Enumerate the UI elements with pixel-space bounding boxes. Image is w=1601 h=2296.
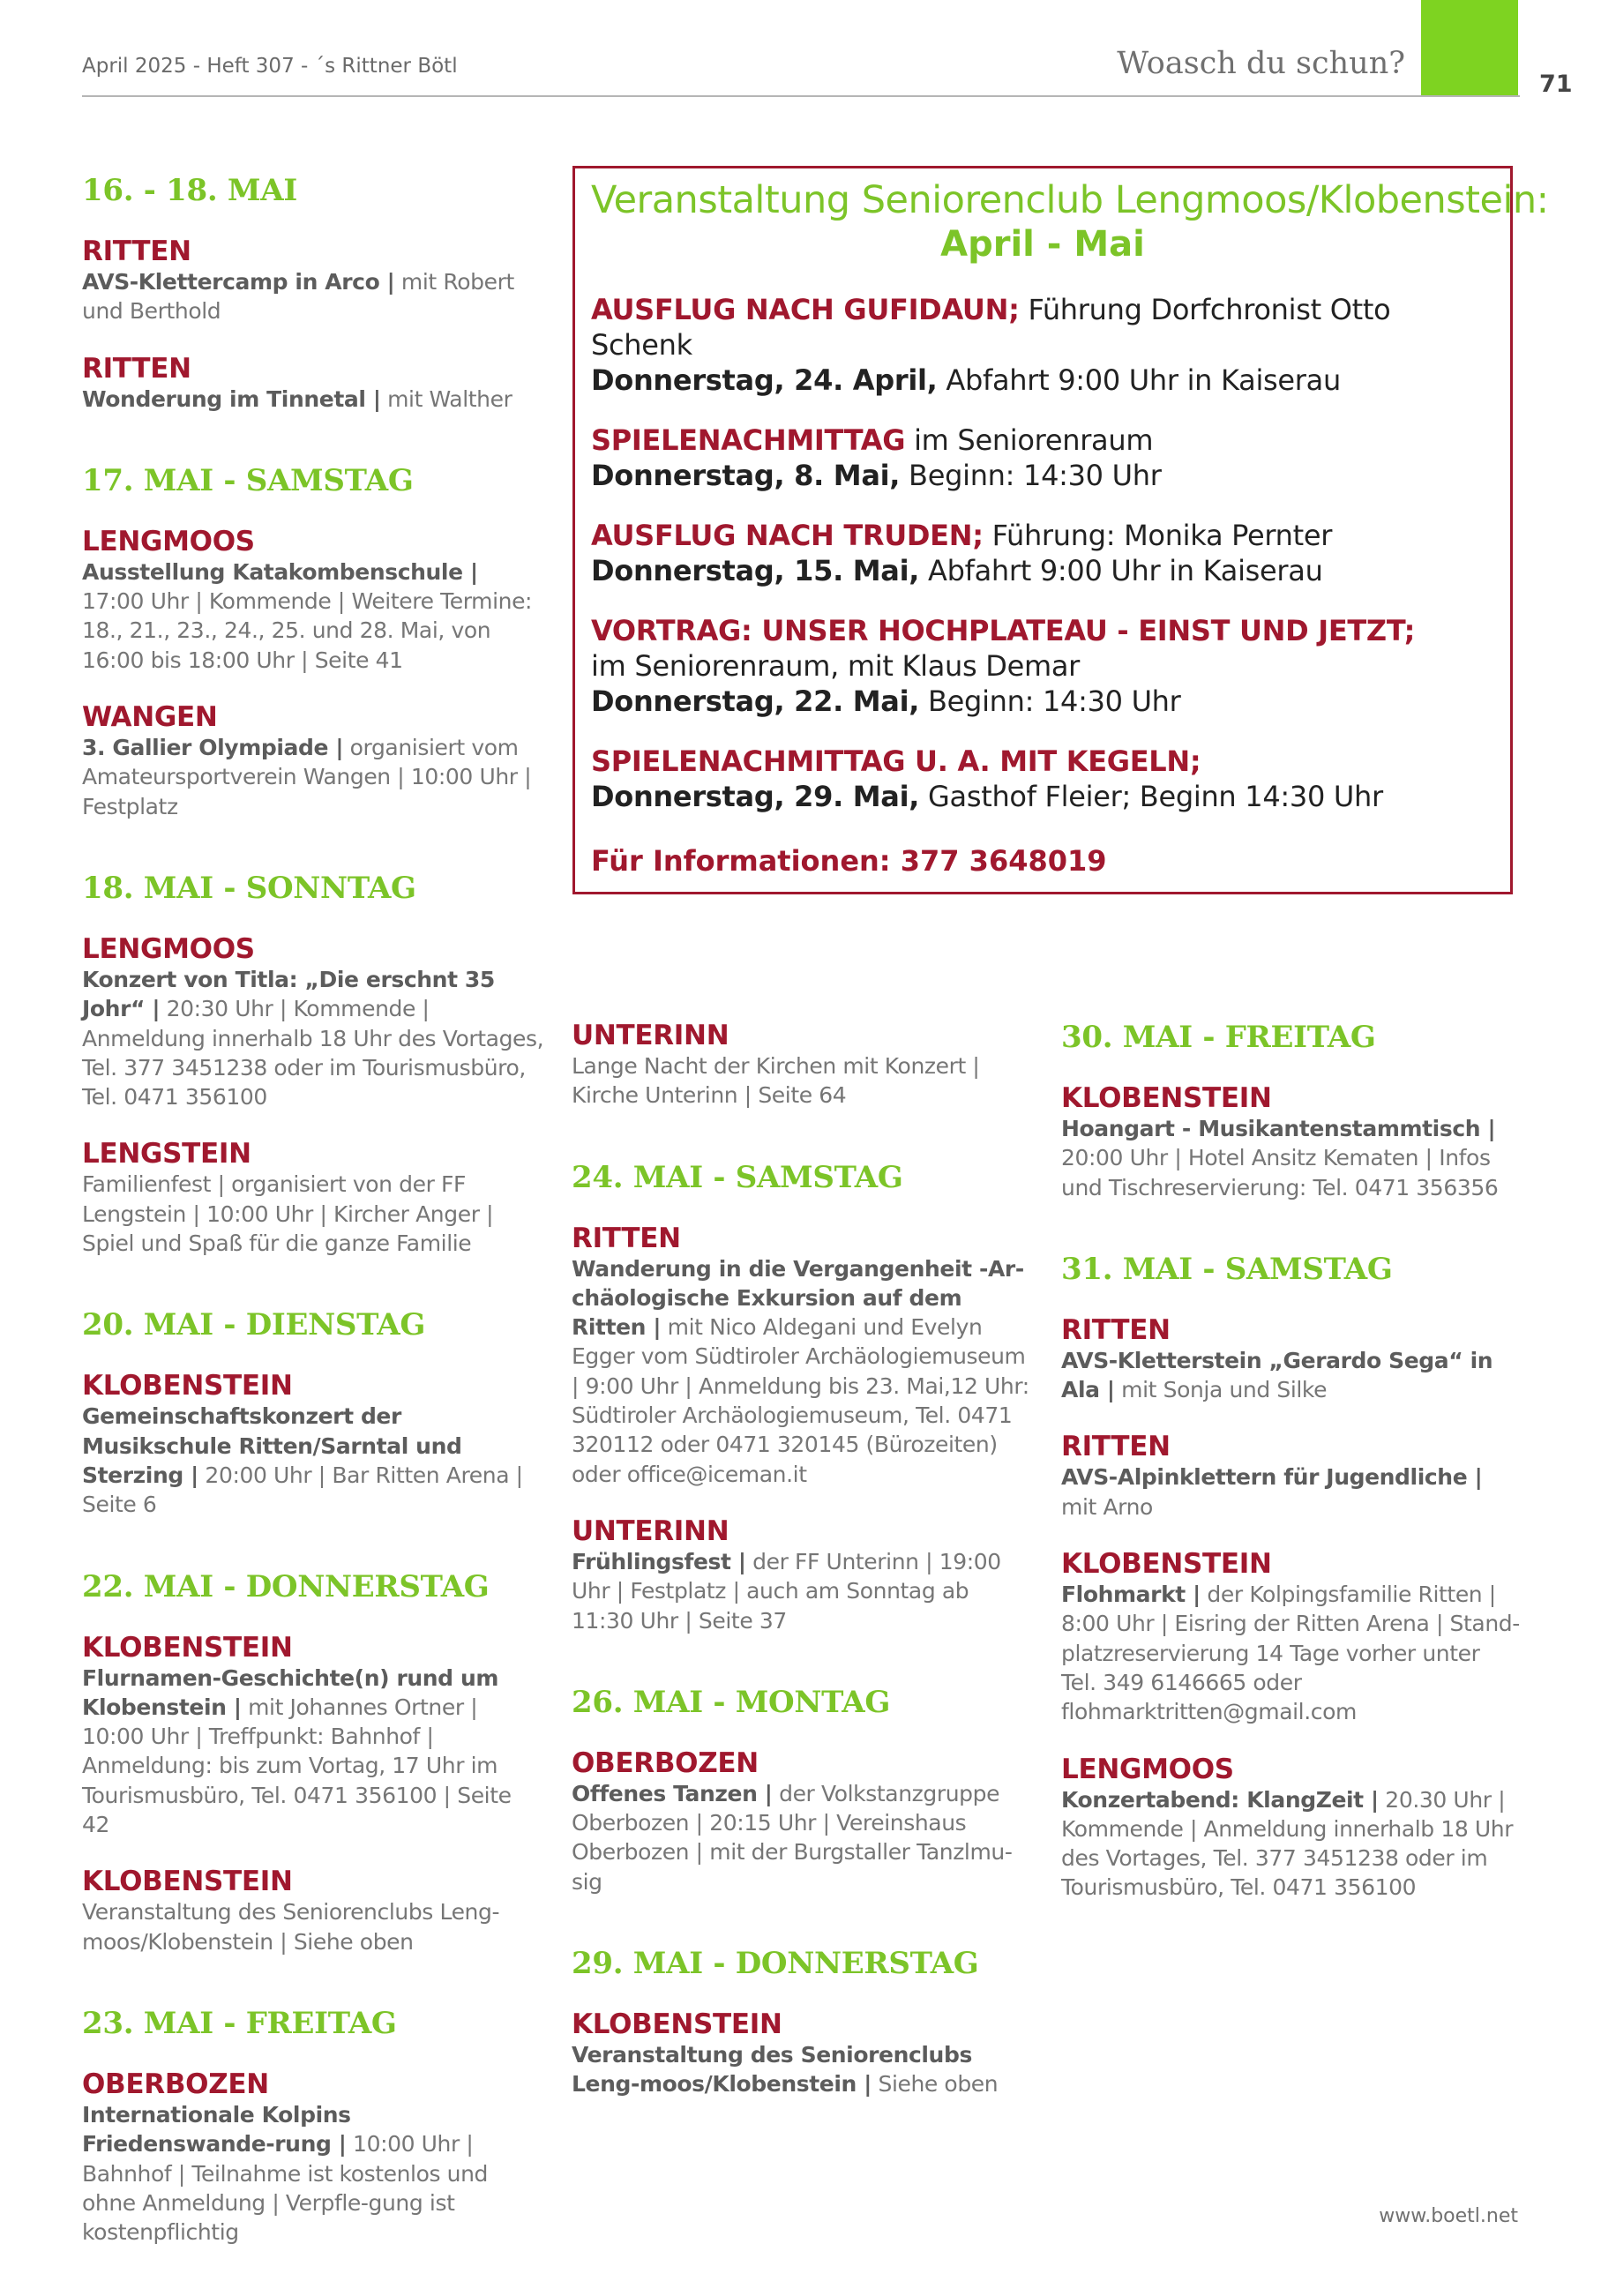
event-entry [572,1020,1030,1111]
event-details: mit Sonja und Silke [1114,1377,1328,1403]
header-issue: April 2025 - Heft 307 - ´s Rittner Bötl [82,55,458,78]
event-description [82,733,545,821]
event-details: der Volkstanzgruppe Oberbozen | 20:15 Uhr | Vereinshaus Oberbozen | mit der Burgstaller Tanzlmu-sig [572,1780,1013,1895]
event-title: AVS-Klettercamp in Arco | [82,269,395,295]
box-event [591,423,1494,493]
event-entry [572,2008,1030,2099]
event-details: 10:00 Uhr | Bahnhof | Teilnahme ist kostenlos und ohne Anmeldung | Verpfle-gung ist kostenpflichtig [82,2131,489,2246]
event-details: der FF Unterinn | 19:00 Uhr | Festplatz | auch am Sonntag ab 11:30 Uhr | Seite 37 [572,1548,1001,1634]
date-section [572,1020,1030,1111]
date-section [572,1685,1030,1896]
event-location: KLOBENSTEIN [82,1370,293,1402]
event-title: Offenes Tanzen | [572,1780,773,1806]
event-details: mit Walther [380,385,512,412]
box-event-day: Donnerstag, 29. Mai, [591,780,920,813]
event-entry [1061,1548,1520,1726]
box-event [591,518,1494,588]
box-event-title: AUSFLUG NACH GUFIDAUN; [591,293,1020,326]
event-title: Internationale Kolpins Friedenswande-rung | [82,2101,351,2158]
event-location: KLOBENSTEIN [1061,1548,1272,1581]
date-section [82,871,545,1258]
event-title: Wanderung in die Vergangenheit -Ar-chäologische Exkursion auf dem Ritten | [572,1255,1024,1341]
date-section [82,2006,545,2247]
date-heading: 18. MAI - SONNTAG [82,870,416,906]
box-event [591,292,1494,398]
date-heading: 16. - 18. MAI [82,173,297,208]
event-title: Wonderung im Tinnetal | [82,385,381,412]
box-subtitle: April - Mai [940,224,1145,265]
event-title: Ausstellung Katakombenschule | [82,558,478,585]
event-entry [82,1370,545,1519]
event-description [572,1051,1030,1111]
event-title: Flohmarkt | [1061,1582,1201,1608]
date-heading: 22. MAI - DONNERSTAG [82,1568,490,1604]
event-title: Konzertabend: KlangZeit | [1061,1786,1379,1813]
event-description [82,2100,545,2247]
event-entry [1061,1754,1520,1903]
event-title: 3. Gallier Olympiade | [82,735,344,761]
event-location: KLOBENSTEIN [1061,1082,1272,1114]
event-location: RITTEN [1061,1313,1171,1346]
box-title: Veranstaltung Seniorenclub Lengmoos/Klobenstein: [591,178,1549,222]
event-title: Frühlingsfest | [572,1548,746,1574]
date-section [82,1569,545,1956]
event-details: mit Arno [1061,1493,1153,1520]
event-location: KLOBENSTEIN [82,1631,293,1664]
event-title: AVS-Kletterstein „Gerardo Sega“ in Ala | [1061,1347,1493,1403]
box-event-time: Abfahrt 9:00 Uhr in Kaiserau [919,554,1323,587]
event-location: LENGMOOS [1061,1753,1234,1785]
box-event-detail: im Seniorenraum, mit Klaus Demar [591,649,1081,683]
event-description [82,385,545,414]
event-entry [82,1138,545,1258]
date-heading: 26. MAI - MONTAG [572,1684,891,1720]
event-location: LENGMOOS [82,525,255,557]
date-heading: 20. MAI - DIENSTAG [82,1307,426,1343]
event-details: Siehe oben [871,2071,999,2098]
box-event-time: Gasthof Fleier; Beginn 14:30 Uhr [919,780,1383,813]
event-description [572,1547,1030,1635]
seniorenclub-box [572,166,1549,894]
event-description [82,1897,545,1956]
date-section [82,1307,545,1519]
event-title: Gemeinschaftskonzert der Musikschule Ritten/Sarntal und Sterzing | [82,1403,462,1488]
event-description [1061,1580,1520,1726]
event-details: 20:00 Uhr | Bar Ritten Arena | Seite 6 [82,1462,523,1518]
event-location: RITTEN [572,1222,681,1254]
box-event-day: Donnerstag, 15. Mai, [591,554,920,587]
event-entry [572,1747,1030,1896]
event-description [1061,1114,1520,1202]
date-section [572,1946,1030,2099]
event-details: mit Johannes Ortner | 10:00 Uhr | Treffpunkt: Bahnhof | Anmeldung: bis zum Vortag, 17 Uhr im Tourismusbüro, Tel. 0471 356100 | Seite 42 [82,1694,512,1838]
box-event-day: Donnerstag, 22. Mai, [591,684,920,718]
box-event-detail: Führung: Monika Pernter [983,519,1333,552]
box-event-day: Donnerstag, 8. Mai, [591,459,901,492]
box-event-title: SPIELENACHMITTAG [591,423,906,457]
event-details: 17:00 Uhr | Kommende | Weitere Termine: 18., 21., 23., 24., 25. und 28. Mai, von 16:00 bis 18:00 Uhr | Seite 41 [82,588,533,673]
event-description [572,2040,1030,2099]
event-location: OBERBOZEN [82,2068,269,2100]
footer-url[interactable]: www.boetl.net [1379,2205,1518,2227]
event-location: WANGEN [82,701,218,734]
event-title: Konzert von Titla: „Die erschnt 35 Johr“ | [82,966,495,1022]
event-description [1061,1785,1520,1903]
event-entry [572,1223,1030,1489]
event-title: Veranstaltung des Seniorenclubs Leng-moos/Klobenstein | [572,2042,972,2098]
event-details: Veranstaltung des Seniorenclubs Leng-moos/Klobenstein | Siehe oben [82,1899,500,1955]
date-heading: 23. MAI - FREITAG [82,2005,397,2041]
event-column-1 [82,173,545,2296]
event-entry [1061,1082,1520,1202]
event-title: Flurnamen-Geschichte(n) rund um Klobenstein | [82,1664,499,1720]
green-tab [1421,0,1518,97]
date-heading: 30. MAI - FREITAG [1061,1020,1376,1055]
event-column-2 [572,1020,1030,2149]
event-description [82,557,545,675]
box-event-day: Donnerstag, 24. April, [591,363,938,397]
box-event [591,613,1494,719]
event-details: Lange Nacht der Kirchen mit Konzert | Kirche Unterinn | Seite 64 [572,1053,980,1109]
event-description [82,1402,545,1519]
event-description [82,1170,545,1258]
event-entry [1061,1314,1520,1405]
date-section [1061,1252,1520,1903]
event-entry [82,1632,545,1840]
date-section [82,173,545,414]
date-heading: 17. MAI - SAMSTAG [82,462,414,498]
box-event-time: Beginn: 14:30 Uhr [900,459,1162,492]
event-title: Hoangart - Musikantenstammtisch | [1061,1116,1496,1141]
event-details: mit Robert und Berthold [82,269,514,325]
event-column-3 [1061,1020,1520,1952]
event-description [1061,1462,1520,1522]
page-number: 71 [1539,71,1573,98]
event-location: RITTEN [82,352,191,385]
event-location: RITTEN [1061,1431,1171,1463]
box-event [591,744,1494,814]
event-description [82,1664,545,1840]
event-location: LENGMOOS [82,932,255,965]
event-description [572,1779,1030,1896]
event-details: mit Nico Aldegani und Evelyn Egger vom Südtiroler Archäologiemuseum | 9:00 Uhr | Anmeldung bis 23. Mai,12 Uhr: Südtiroler Archäologiemuseum, Tel. 0471 320112 oder 0471 320145 (Bürozeiten) oder office@iceman.it [572,1314,1029,1487]
event-location: KLOBENSTEIN [82,1866,293,1898]
event-title: AVS-Alpinklettern für Jugendliche | [1061,1464,1483,1491]
event-entry [1061,1431,1520,1522]
box-info: Für Informationen: 377 3648019 [591,844,1107,878]
event-location: OBERBOZEN [572,1746,759,1779]
box-event-time: Abfahrt 9:00 Uhr in Kaiserau [937,363,1341,397]
event-entry [82,701,545,821]
box-event-detail: im Seniorenraum [905,423,1154,457]
event-details: 20:30 Uhr | Kommende | Anmeldung innerhalb 18 Uhr des Vortages, Tel. 377 3451238 oder im Tourismusbüro, Tel. 0471 356100 [82,996,544,1111]
event-location: KLOBENSTEIN [572,2008,782,2041]
event-location: UNTERINN [572,1514,729,1547]
date-heading: 24. MAI - SAMSTAG [572,1159,903,1195]
box-event-title: AUSFLUG NACH TRUDEN; [591,519,984,552]
event-entry [82,353,545,414]
event-description [572,1254,1030,1489]
event-entry [82,236,545,326]
event-details: organisiert vom Amateursportverein Wangen | 10:00 Uhr | Festplatz [82,735,532,819]
event-description [82,267,545,326]
header-section-title: Woasch du schun? [1117,46,1405,81]
box-events [591,292,1494,814]
date-section [1061,1020,1520,1202]
event-location: RITTEN [82,236,191,267]
event-entry [82,933,545,1111]
event-entry [82,2068,545,2247]
box-event-title: VORTRAG: UNSER HOCHPLATEAU - EINST UND JETZT; [591,614,1416,647]
event-entry [82,1866,545,1956]
event-details: 20:00 Uhr | Hotel Ansitz Kematen | Infos und Tischreservierung: Tel. 0471 356356 [1061,1145,1499,1200]
event-description [82,965,545,1111]
date-section [572,1160,1030,1635]
box-event-title: SPIELENACHMITTAG U. A. MIT KEGELN; [591,744,1201,778]
event-details: der Kolpingsfamilie Ritten | 8:00 Uhr | Eisring der Ritten Arena | Stand-platzreservierung 14 Tage vorher unter Tel. 349 6146665 oder flohmarktritten@gmail.com [1061,1582,1520,1725]
event-details: Familienfest | organisiert von der FF Lengstein | 10:00 Uhr | Kircher Anger | Spiel und Spaß für die ganze Familie [82,1171,494,1257]
box-event-detail: Führung Dorfchronist Otto Schenk [591,293,1391,362]
box-event-time: Beginn: 14:30 Uhr [919,684,1181,718]
event-entry [82,526,545,675]
event-location: UNTERINN [572,1020,729,1051]
date-heading: 29. MAI - DONNERSTAG [572,1946,979,1982]
event-location: LENGSTEIN [82,1138,251,1170]
header-rule [82,95,1520,97]
date-section [82,463,545,821]
event-details: 20.30 Uhr | Kommende | Anmeldung innerhalb 18 Uhr des Vortages, Tel. 377 3451238 oder im Tourismusbüro, Tel. 0471 356100 [1061,1786,1514,1901]
event-description [1061,1346,1520,1405]
date-heading: 31. MAI - SAMSTAG [1061,1251,1393,1287]
event-entry [572,1515,1030,1635]
